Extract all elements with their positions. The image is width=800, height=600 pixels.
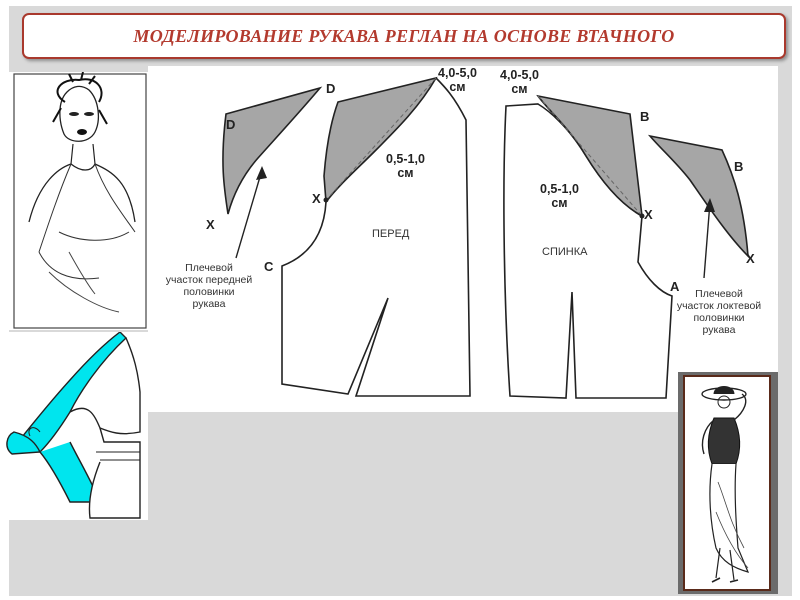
point-x-front-dot bbox=[324, 198, 329, 203]
point-b-back-label: B bbox=[640, 109, 650, 124]
elbow-sleeve-shoulder-piece bbox=[650, 136, 748, 256]
back-label: СПИНКА bbox=[542, 246, 588, 258]
measure-back-top: 4,0-5,0 см bbox=[500, 68, 539, 97]
point-x-right-label: X bbox=[746, 251, 755, 266]
title-banner bbox=[22, 13, 786, 59]
fashion-sketch-portrait bbox=[9, 72, 149, 330]
front-label: ПЕРЕД bbox=[372, 228, 410, 240]
point-x-front-label: X bbox=[312, 191, 321, 206]
point-a-label: A bbox=[670, 279, 680, 294]
point-b-right-label: B bbox=[734, 159, 744, 174]
raglan-sleeve-sketch bbox=[0, 332, 148, 520]
front-sleeve-shoulder-piece bbox=[223, 88, 320, 214]
point-d-front-label: D bbox=[326, 81, 336, 96]
point-c-label: C bbox=[264, 259, 274, 274]
slide-title: МОДЕЛИРОВАНИЕ РУКАВА РЕГЛАН НА ОСНОВЕ ВТАЧНОГО bbox=[133, 25, 675, 46]
measure-front-top: 4,0-5,0 см bbox=[438, 66, 477, 95]
point-x-left-label: X bbox=[206, 217, 215, 232]
fashion-sketch-figure bbox=[678, 372, 778, 594]
back-caption: Плечевой участок локтевой половинки рукава bbox=[676, 288, 762, 337]
front-caption: Плечевой участок передней половинки рукава bbox=[165, 262, 253, 311]
front-caption-arrowhead bbox=[256, 166, 267, 180]
back-caption-arrow bbox=[704, 202, 710, 278]
point-d-left-label: D bbox=[226, 117, 236, 132]
pattern-drawing bbox=[148, 66, 778, 412]
point-x-back-label: X bbox=[644, 207, 653, 222]
measure-back-mid: 0,5-1,0 см bbox=[540, 182, 579, 211]
pattern-diagram bbox=[148, 66, 778, 412]
measure-front-mid: 0,5-1,0 см bbox=[386, 152, 425, 181]
